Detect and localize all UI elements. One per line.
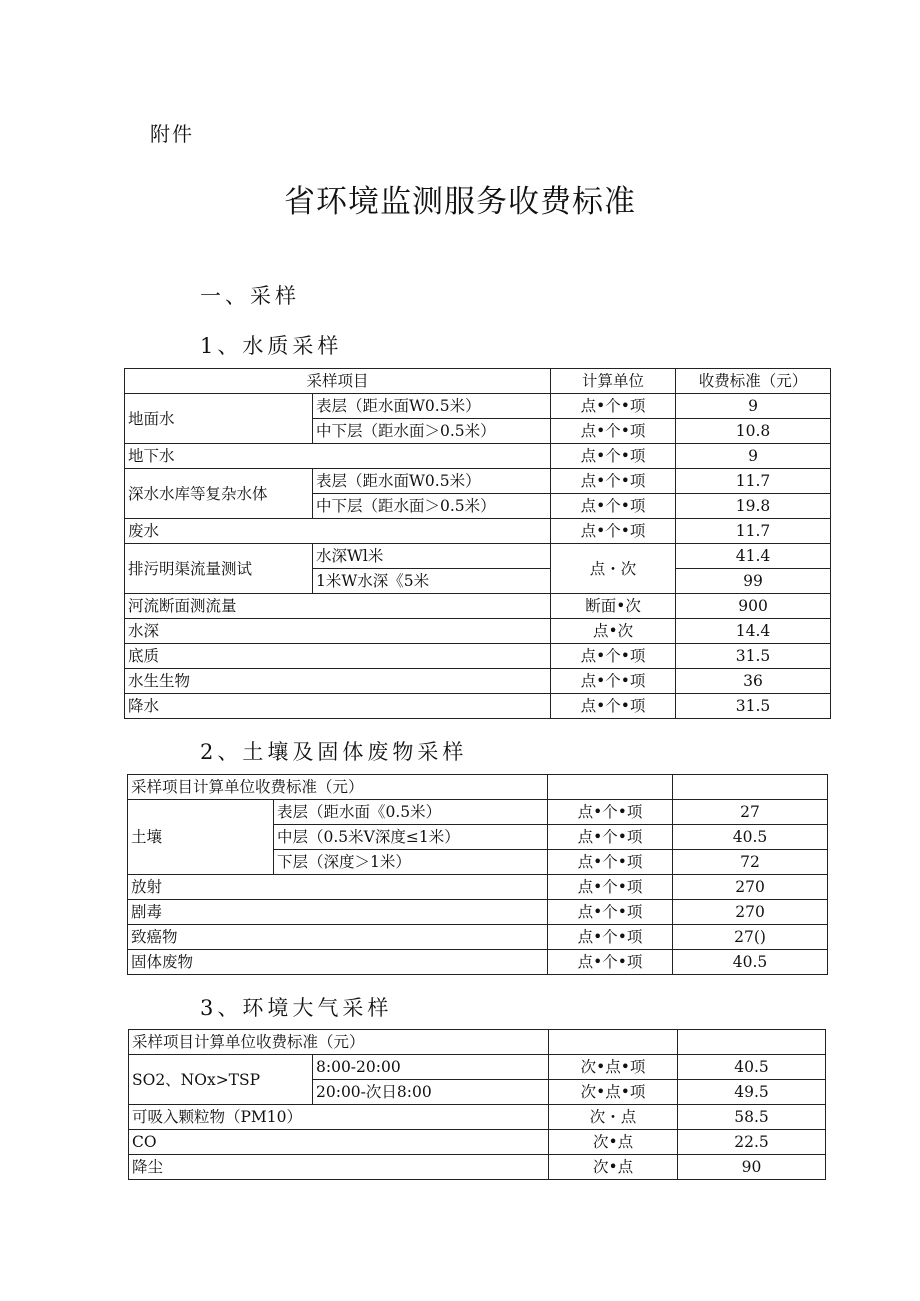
row-unit: 点•个•项 [551, 644, 676, 669]
row-sub: 表层（距水面W0.5米） [313, 469, 551, 494]
row-name: 地面水 [125, 394, 313, 444]
row-fee: 14.4 [676, 619, 831, 644]
page-title: 省环境监测服务收费标准 [284, 184, 636, 220]
table-row [125, 594, 831, 619]
table-row [129, 1155, 826, 1180]
header-text: 采样项目计算单位收费标准（元） [129, 1030, 549, 1055]
row-name: 深水水库等复杂水体 [125, 469, 313, 519]
table-row [129, 1105, 826, 1130]
row-fee: 270 [673, 900, 828, 925]
table-row [128, 900, 828, 925]
row-fee: 99 [676, 569, 831, 594]
row-sub: 中下层（距水面＞0.5米） [313, 419, 551, 444]
row-name: 致癌物 [128, 925, 548, 950]
row-fee: 9 [676, 444, 831, 469]
table-row [129, 1130, 826, 1155]
row-unit: 次•点•项 [549, 1055, 678, 1080]
row-fee: 27() [673, 925, 828, 950]
table-row [125, 669, 831, 694]
row-unit: 点•个•项 [551, 494, 676, 519]
row-sub: 表层（距水面《0.5米） [274, 800, 548, 825]
row-name: SO2、NOx>TSP [129, 1055, 313, 1105]
header-fee: 收费标准（元） [676, 369, 831, 394]
row-fee: 49.5 [678, 1080, 826, 1105]
row-fee: 22.5 [678, 1130, 826, 1155]
row-unit: 点•个•项 [548, 875, 673, 900]
table-row [128, 875, 828, 900]
row-sub: 中层（0.5米V深度≤1米） [274, 825, 548, 850]
section-sampling-heading: 一、采样 [200, 284, 300, 308]
row-name: 水深 [125, 619, 551, 644]
header-empty-cell [548, 775, 673, 800]
row-fee: 11.7 [676, 519, 831, 544]
row-fee: 900 [676, 594, 831, 619]
table-row [128, 925, 828, 950]
row-unit: 次•点 [549, 1130, 678, 1155]
row-sub: 8:00-20:00 [313, 1055, 549, 1080]
row-fee: 41.4 [676, 544, 831, 569]
soil-sampling-table [127, 774, 828, 975]
row-fee: 31.5 [676, 644, 831, 669]
row-fee: 19.8 [676, 494, 831, 519]
row-unit: 点•个•项 [548, 925, 673, 950]
water-sampling-heading: 1、水质采样 [200, 334, 343, 358]
row-fee: 58.5 [678, 1105, 826, 1130]
row-name: 河流断面测流量 [125, 594, 551, 619]
table-row [125, 469, 831, 494]
row-unit: 断面•次 [551, 594, 676, 619]
row-name: 放射 [128, 875, 548, 900]
row-sub: 表层（距水面W0.5米） [313, 394, 551, 419]
row-unit: 次•点 [549, 1155, 678, 1180]
row-name: 固体废物 [128, 950, 548, 975]
row-fee: 40.5 [673, 825, 828, 850]
header-empty-cell [673, 775, 828, 800]
row-name: 水生生物 [125, 669, 551, 694]
row-unit: 次•点•项 [549, 1080, 678, 1105]
row-fee: 90 [678, 1155, 826, 1180]
row-name: 降水 [125, 694, 551, 719]
row-name: 降尘 [129, 1155, 549, 1180]
table-header-row [129, 1030, 826, 1055]
row-fee: 270 [673, 875, 828, 900]
row-fee: 9 [676, 394, 831, 419]
table-header-row [128, 775, 828, 800]
table-row [125, 694, 831, 719]
row-unit: 次・点 [549, 1105, 678, 1130]
row-unit: 点•个•项 [548, 800, 673, 825]
table-row [125, 394, 831, 419]
row-unit: 点•个•项 [551, 419, 676, 444]
row-name: 排污明渠流量测试 [125, 544, 313, 594]
row-sub: 1米W水深《5米 [313, 569, 551, 594]
row-sub: 下层（深度＞1米） [274, 850, 548, 875]
row-fee: 40.5 [673, 950, 828, 975]
row-name: 土壤 [128, 800, 274, 875]
attachment-label: 附件 [150, 122, 194, 146]
row-name: CO [129, 1130, 549, 1155]
row-name: 地下水 [125, 444, 551, 469]
table-row [128, 950, 828, 975]
row-sub: 中下层（距水面＞0.5米） [313, 494, 551, 519]
table-row [129, 1055, 826, 1080]
table-row [125, 444, 831, 469]
row-fee: 31.5 [676, 694, 831, 719]
header-unit: 计算单位 [551, 369, 676, 394]
row-fee: 36 [676, 669, 831, 694]
header-text: 采样项目计算单位收费标准（元） [128, 775, 548, 800]
row-name: 剧毒 [128, 900, 548, 925]
water-sampling-table [124, 368, 831, 719]
table-row [125, 619, 831, 644]
row-fee: 11.7 [676, 469, 831, 494]
row-unit: 点•个•项 [551, 469, 676, 494]
table-row [128, 800, 828, 825]
row-name: 可吸入颗粒物（PM10） [129, 1105, 549, 1130]
row-unit: 点•个•项 [551, 519, 676, 544]
row-fee: 40.5 [678, 1055, 826, 1080]
row-unit: 点•个•项 [551, 444, 676, 469]
header-empty-cell [678, 1030, 826, 1055]
soil-sampling-heading: 2、土壤及固体废物采样 [200, 740, 468, 764]
row-sub: 20:00-次日8:00 [313, 1080, 549, 1105]
table-row [125, 519, 831, 544]
row-fee: 10.8 [676, 419, 831, 444]
row-name: 底质 [125, 644, 551, 669]
row-name: 废水 [125, 519, 551, 544]
row-fee: 27 [673, 800, 828, 825]
row-unit: 点•个•项 [551, 394, 676, 419]
header-empty-cell [549, 1030, 678, 1055]
row-unit: 点•个•项 [548, 825, 673, 850]
row-unit: 点•次 [551, 619, 676, 644]
air-sampling-table [128, 1029, 826, 1180]
row-unit: 点•个•项 [548, 850, 673, 875]
row-unit: 点•个•项 [551, 669, 676, 694]
air-sampling-heading: 3、环境大气采样 [200, 996, 393, 1020]
row-sub: 水深Wl米 [313, 544, 551, 569]
row-unit: 点•个•项 [551, 694, 676, 719]
row-unit: 点•个•项 [548, 900, 673, 925]
table-row [125, 644, 831, 669]
row-unit: 点・次 [551, 544, 676, 594]
row-unit: 点•个•项 [548, 950, 673, 975]
header-item: 采样项目 [125, 369, 551, 394]
table-header-row [125, 369, 831, 394]
row-fee: 72 [673, 850, 828, 875]
table-row [125, 544, 831, 569]
